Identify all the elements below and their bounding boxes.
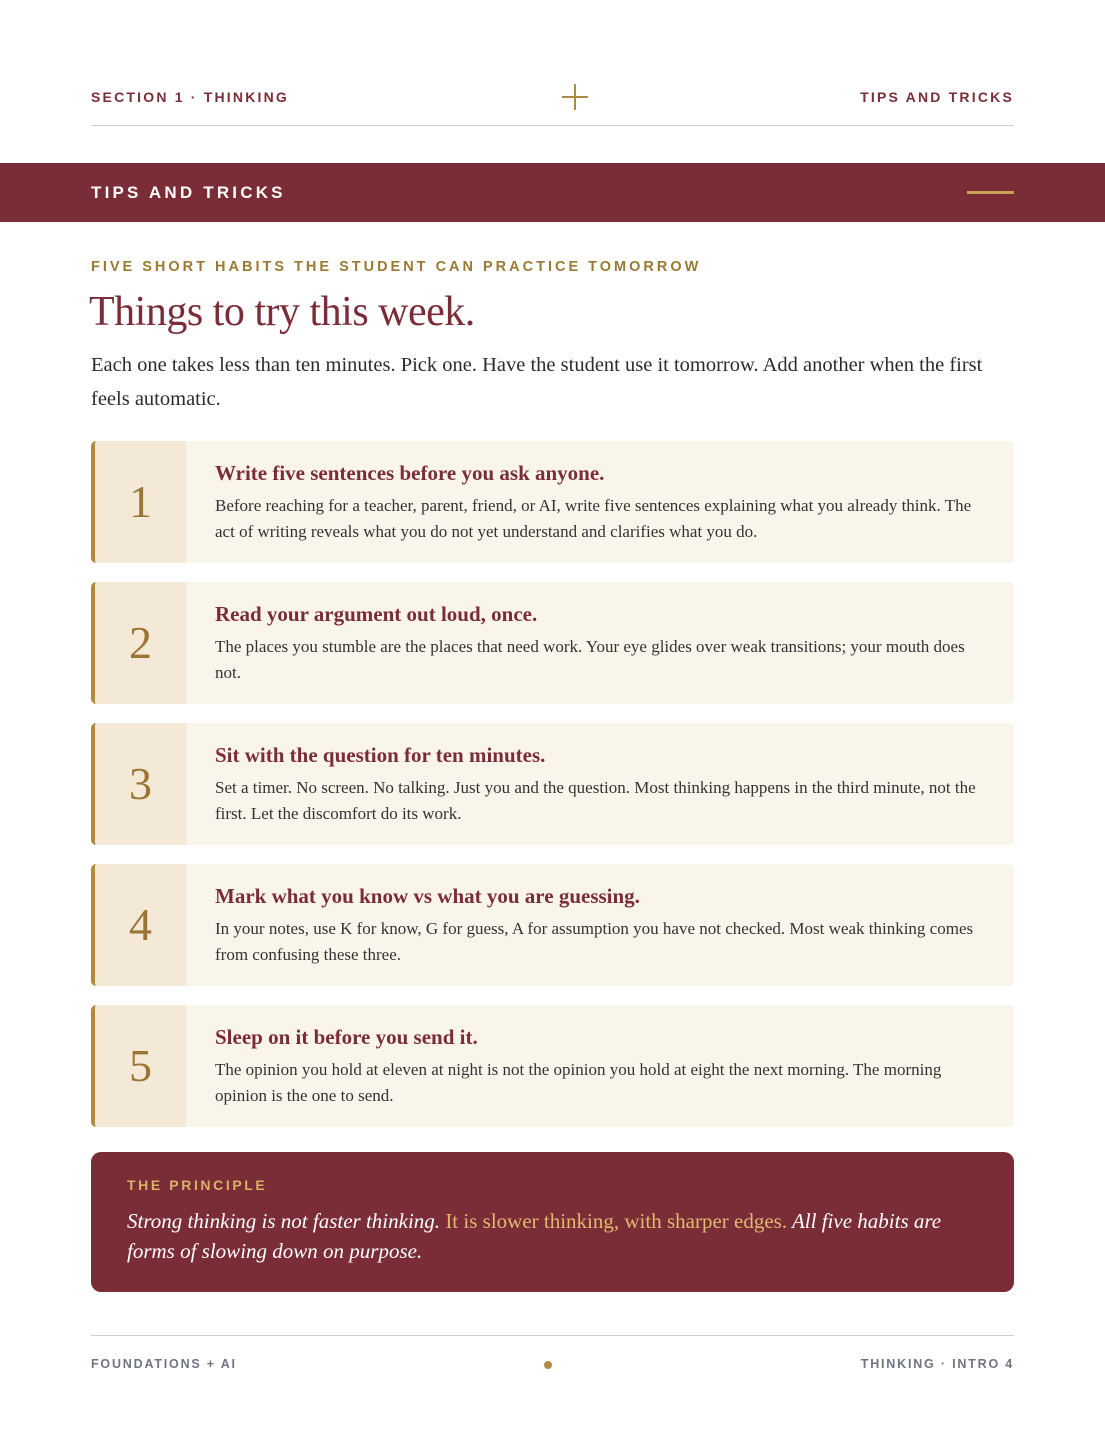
tip-body: In your notes, use K for know, G for guess, A for assumption you have not checked. Most weak thinking comes from confusing these three. <box>215 919 974 964</box>
principle-text-highlight: It is slower thinking, with sharper edges. <box>445 1209 788 1233</box>
section-banner <box>0 163 1105 222</box>
tip-title: Mark what you know vs what you are guessing. <box>215 884 640 908</box>
eyebrow-text: FIVE SHORT HABITS THE STUDENT CAN PRACTICE TOMORROW <box>91 259 702 275</box>
tip-body: The places you stumble are the places that need work. Your eye glides over weak transitions; your mouth does not. <box>215 637 965 682</box>
banner-title: TIPS AND TRICKS <box>91 183 286 202</box>
footer-left-label: FOUNDATIONS + AI <box>91 1357 237 1371</box>
tip-card <box>91 864 1014 986</box>
principle-callout <box>91 1152 1014 1292</box>
tip-title: Sleep on it before you send it. <box>215 1025 478 1049</box>
tip-number: 5 <box>129 1040 152 1091</box>
principle-text-start: Strong thinking is not faster thinking. <box>127 1209 446 1233</box>
tip-number: 1 <box>129 476 152 527</box>
banner-accent-rule <box>967 191 1014 194</box>
principle-text-end: All five habits are forms of slowing down on purpose. <box>127 1209 942 1263</box>
principle-text <box>127 1206 987 1266</box>
tip-title: Write five sentences before you ask anyone. <box>215 461 605 485</box>
tip-number: 3 <box>129 758 152 809</box>
tip-card <box>91 1005 1014 1127</box>
section-label: SECTION 1 · THINKING <box>91 89 290 105</box>
tip-card <box>91 582 1014 704</box>
tip-number: 2 <box>129 617 152 668</box>
tip-title: Read your argument out loud, once. <box>215 602 538 626</box>
tip-card <box>91 441 1014 563</box>
tips-list <box>91 441 1014 1146</box>
page-topic-label: TIPS AND TRICKS <box>860 89 1014 105</box>
tip-body: Set a timer. No screen. No talking. Just you and the question. Most thinking happens in the third minute, not the first. Let the discomfort do its work. <box>215 778 976 823</box>
tip-title: Sit with the question for ten minutes. <box>215 743 546 767</box>
intro-paragraph: Each one takes less than ten minutes. Pick one. Have the student use it tomorrow. Add another when the first feels automatic. <box>91 354 983 410</box>
page-header <box>91 84 1014 126</box>
page-title: Things to try this week. <box>89 289 475 335</box>
tip-body: Before reaching for a teacher, parent, friend, or AI, write five sentences explaining what you already think. The act of writing reveals what you do not yet understand and clarifies what you do. <box>215 496 972 541</box>
tip-number: 4 <box>129 899 152 950</box>
page-footer <box>91 1335 1014 1375</box>
tip-card <box>91 723 1014 845</box>
footer-right-label: THINKING · INTRO 4 <box>860 1357 1014 1371</box>
footer-dot-icon <box>544 1361 552 1369</box>
tip-body: The opinion you hold at eleven at night is not the opinion you hold at eight the next morning. The morning opinion is the one to send. <box>215 1060 942 1105</box>
plus-icon <box>562 84 588 110</box>
principle-label: THE PRINCIPLE <box>127 1177 268 1193</box>
